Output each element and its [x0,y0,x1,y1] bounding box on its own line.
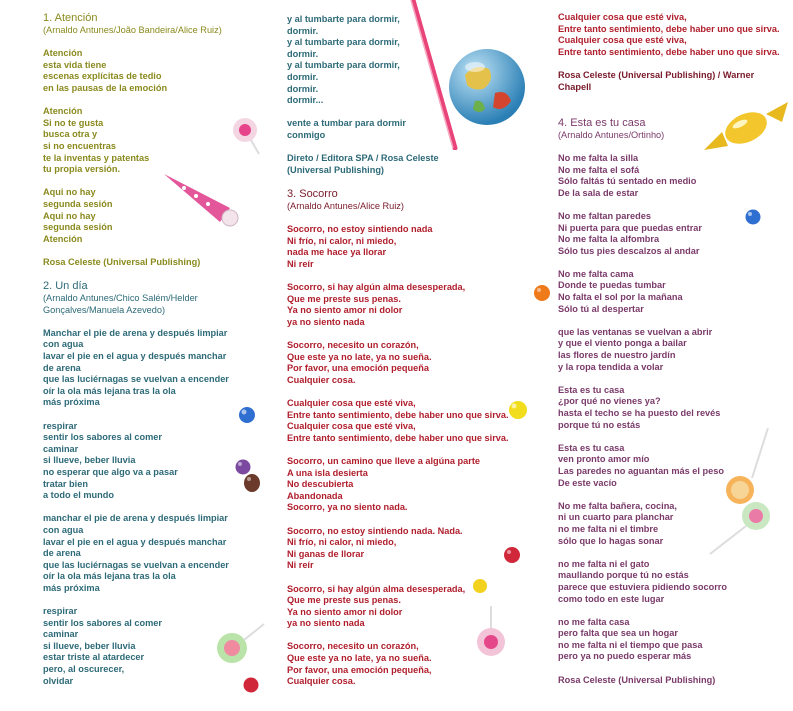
lyrics-column-3 [558,12,780,698]
stanza [558,153,768,199]
song-title-un-dia: 2. Un día [43,280,88,293]
stanza [287,118,497,141]
lyric-line: Socorro, necesito un corazón, [287,340,419,351]
lyric-line: en las pausas de la emoción [43,82,168,93]
lyric-line: con agua [43,339,84,350]
lyric-line: dormir. [287,48,319,59]
lyric-line: nada me hace ya llorar [287,247,387,258]
lyric-line: Entre tanto sentimiento, debe haber uno que sirva. [558,23,780,34]
lyric-line: Que este ya no late, ya no sueña. [287,653,432,664]
publisher-credit: Direto / Editora SPA / Rosa Celeste [287,153,439,164]
stanza [43,606,243,687]
lyric-line: ya no siento nada [287,316,365,327]
lyric-line: con agua [43,524,84,535]
lyric-line: Sólo tus pies descalzos al andar [558,245,700,256]
lyric-line: no me falta ni el timbre [558,523,659,534]
lyric-line: dormir... [287,95,324,106]
lyric-line: Entre tanto sentimiento, debe haber uno que sirva. [558,46,780,57]
lyric-line: dormir. [287,71,319,82]
song-authors-esta-es-tu-casa: (Arnaldo Antunes/Ortinho) [558,129,665,140]
lyric-line: y que el viento ponga a bailar [558,338,687,349]
lyric-line: no me falta ni el tiempo que pasa [558,639,703,650]
lyric-line: esta vida tiene [43,59,107,70]
lyric-line: si llueve, beber lluvia [43,455,136,466]
lyric-line: ya no siento nada [287,618,365,629]
lyric-line: tratar bien [43,478,88,489]
stanza [43,513,243,594]
lyric-line: Atención [43,106,83,117]
publisher-credit: Chapell [558,81,592,92]
lyric-line: vente a tumbar para dormir [287,118,406,129]
lyric-line: no me falta casa [558,616,630,627]
lyric-line: caminar [43,443,79,454]
lyric-line: sólo que lo hagas sonar [558,535,664,546]
lyric-line: Entre tanto sentimiento, debe haber uno que sirva. [287,409,509,420]
stanza [43,187,243,245]
lyric-line: De este vacío [558,477,617,488]
lyric-line: no esperar que algo va a pasar [43,466,178,477]
stanza [43,257,243,269]
song-lyrics-socorro-continued [558,12,780,58]
lyric-line: pero falta que sea un hogar [558,628,678,639]
lyric-line: oír la ola más lejana tras la ola [43,571,176,582]
stanza [558,443,768,489]
publisher-credit: Rosa Celeste (Universal Publishing) [558,674,716,685]
lyric-line: No me falta la alfombra [558,234,660,245]
lyric-line: Sólo tú al despertar [558,303,644,314]
publisher-credit: (Universal Publishing) [287,164,384,175]
lyric-line: tu propia versión. [43,164,121,175]
lyric-line: Atención [43,48,83,59]
stanza [287,398,509,444]
lyric-line: No me falta la silla [558,152,639,163]
lyric-line: Socorro, si hay algún alma desesperada, [287,282,466,293]
lyric-line: pero, al oscurecer, [43,664,125,675]
lyric-line: Esta es tu casa [558,442,625,453]
lyric-line: sentir los sabores al comer [43,432,162,443]
lyric-line: y al tumbarte para dormir, [287,37,400,48]
lyric-line: ven pronto amor mío [558,454,650,465]
red-bottom-gumball-decoration [242,676,260,694]
lyric-line: Si no te gusta [43,117,104,128]
lyric-line: segunda sesión [43,198,113,209]
lyric-line: Socorro, si hay algún alma desesperada, [287,583,466,594]
lyric-line: No me falta bañera, cocina, [558,500,677,511]
lyric-line: No descubierta [287,479,354,490]
stanza [558,675,768,687]
lyrics-column-1 [43,12,243,699]
orange-gumball-decoration [533,284,551,302]
lyric-line: No me falta el sofá [558,164,640,175]
lyric-line: No falta el sol por la mañana [558,292,683,303]
stanza [558,327,768,373]
lyric-line: y al tumbarte para dormir, [287,14,400,24]
lyric-line: si llueve, beber lluvia [43,640,136,651]
lyric-line: Cualquier cosa. [287,374,356,385]
stanza [287,340,497,386]
lyric-line: hasta el techo se ha puesto del revés [558,408,721,418]
lyric-line: Atención [43,233,83,244]
lyric-line: de arena [43,548,81,559]
lyric-line: busca otra y [43,129,98,140]
stanza [558,385,768,431]
lyric-line: que las luciérnagas se vuelvan a encender [43,374,229,385]
lyric-line: respirar [43,420,78,431]
lyric-line: Manchar el pie de arena y después limpiar [43,327,228,338]
brown-gumball-decoration [242,472,262,494]
lyric-line: escenas explícitas de tedio [43,71,162,82]
publisher-credit: Rosa Celeste (Universal Publishing) [43,256,201,267]
lyric-line: De la sala de estar [558,187,639,198]
lyric-line: Abandonada [287,490,343,501]
lyric-line: No me faltan paredes [558,210,651,221]
lyric-line: Ni puerta para que puedas entrar [558,222,702,233]
yellow-gumball-decoration [508,400,528,420]
lyric-line: Sólo faltás tú sentado en medio [558,176,697,187]
red-gumball-decoration [503,546,521,564]
lyric-line: dormir. [287,25,319,36]
lyric-line: ¿por qué no vienes ya? [558,396,661,407]
lyric-line: manchar el pie de arena y después limpiar [43,513,228,524]
song-lyrics-esta-es-tu-casa [558,153,768,686]
lyric-line: Que me preste sus penas. [287,595,401,606]
lyric-line: segunda sesión [43,222,113,233]
song-lyrics-atencion [43,48,243,268]
lyric-line: más próxima [43,397,100,408]
lyric-line: No me falta cama [558,268,634,279]
lyric-line: Aqui no hay [43,187,96,198]
stanza [558,501,768,547]
lyric-line: Que este ya no late, ya no sueña. [287,351,432,362]
lyric-line: Socorro, ya no siento nada. [287,502,408,513]
lyric-line: Entre tanto sentimiento, debe haber uno que sirva. [287,432,509,443]
song-title-socorro: 3. Socorro [287,187,338,200]
stanza [558,617,768,663]
stanza [287,526,497,572]
lyric-line: parece que estuviera pidiendo socorro [558,581,727,592]
lyric-line: Por favor, una emoción pequeña [287,363,429,374]
lyric-line: caminar [43,629,79,640]
publisher-credit-socorro [558,70,768,93]
lyric-line: de arena [43,362,81,373]
stanza [43,106,243,176]
song-title-esta-es-tu-casa: 4. Esta es tu casa [558,116,646,129]
lyric-line: Ni frío, ni calor, ni miedo, [287,537,397,548]
lyric-line: pero ya no puedo esperar más [558,651,692,662]
lyric-line: Ni frío, ni calor, ni miedo, [287,235,397,246]
stanza [43,328,243,409]
lyric-line: Cualquier cosa que esté viva, [287,398,416,408]
spacer [558,105,768,117]
stanza [287,584,497,630]
lyric-line: lavar el pie en el agua y después manchar [43,536,227,547]
lyric-line: y la ropa tendida a volar [558,361,664,372]
lyric-line: respirar [43,606,78,617]
lyric-line: Socorro, no estoy sintiendo nada [287,224,433,235]
lyric-line: Ni reír [287,560,314,571]
lyric-line: A una isla desierta [287,467,368,478]
lyric-line: conmigo [287,129,326,140]
song-lyrics-un-dia-continued [287,14,497,176]
lyric-line: lavar el pie en el agua y después manchar [43,351,227,362]
lyric-line: oír la ola más lejana tras la ola [43,385,176,396]
lyric-line: Por favor, una emoción pequeña, [287,664,432,675]
lyric-line: Cualquier cosa. [287,676,356,687]
lyric-line: a todo el mundo [43,490,114,501]
lyric-line: Donde te puedas tumbar [558,280,666,291]
lyric-line: Ya no siento amor ni dolor [287,305,403,316]
stanza [558,12,780,58]
lyric-line: Ni reír [287,258,314,269]
lyric-line: ni un cuarto para planchar [558,512,674,523]
lyric-line: las flores de nuestro jardín [558,350,676,361]
stanza [287,641,497,687]
lyric-line: si no encuentras [43,140,117,151]
lyric-line: Ya no siento amor ni dolor [287,606,403,617]
stanza [287,153,497,176]
stanza [558,559,768,605]
lyrics-column-2 [287,14,509,699]
song-authors-atencion: (Arnaldo Antunes/João Bandeira/Alice Ruiz) [43,25,222,35]
lyric-line: que las luciérnagas se vuelvan a encender [43,559,229,570]
song-lyrics-un-dia [43,328,243,687]
song-authors-socorro: (Arnaldo Antunes/Alice Ruiz) [287,200,404,211]
lyric-line: Esta es tu casa [558,384,625,395]
lyric-line: Cualquier cosa que esté viva, [558,12,687,22]
lyric-line: y al tumbarte para dormir, [287,60,400,71]
lyric-line: Aqui no hay [43,210,96,221]
lyric-line: estar triste al atardecer [43,652,145,663]
lyric-line: Cualquier cosa que esté viva, [558,35,687,46]
lyric-line: Que me preste sus penas. [287,293,401,304]
lyric-line: Socorro, necesito un corazón, [287,641,419,652]
lyric-line: Socorro, un camino que lleve a algúna parte [287,455,480,466]
lyric-line: como todo en este lugar [558,593,665,604]
stanza [287,282,497,328]
stanza [43,48,243,94]
lyric-line: sentir los sabores al comer [43,617,162,628]
lyric-line: maullando porque tú no estás [558,570,689,581]
lyric-line: Cualquier cosa que esté viva, [287,421,416,432]
song-authors-un-dia: (Arnaldo Antunes/Chico Salém/Helder Gonçalves/Manuela Azevedo) [43,293,198,315]
lyric-line: no me falta ni el gato [558,558,650,569]
stanza [287,456,497,514]
lyric-line: más próxima [43,582,100,593]
lyric-line: te la inventas y patentas [43,152,150,163]
song-lyrics-socorro [287,224,509,688]
publisher-credit: Rosa Celeste (Universal Publishing) / Warner [558,69,755,80]
stanza [558,269,768,315]
lyric-line: Ni ganas de llorar [287,548,365,559]
lyric-line: Socorro, no estoy sintiendo nada. Nada. [287,525,463,536]
stanza [43,421,243,502]
lyric-line: dormir. [287,83,319,94]
lyric-line: olvidar [43,675,74,686]
stanza [287,14,497,107]
stanza [287,224,497,270]
song-title-atencion: 1. Atención [43,12,98,24]
lyric-line: que las ventanas se vuelvan a abrir [558,326,713,337]
lyric-line: porque tú no estás [558,419,641,430]
stanza [558,211,768,257]
lyric-line: Las paredes no aguantan más el peso [558,465,724,476]
